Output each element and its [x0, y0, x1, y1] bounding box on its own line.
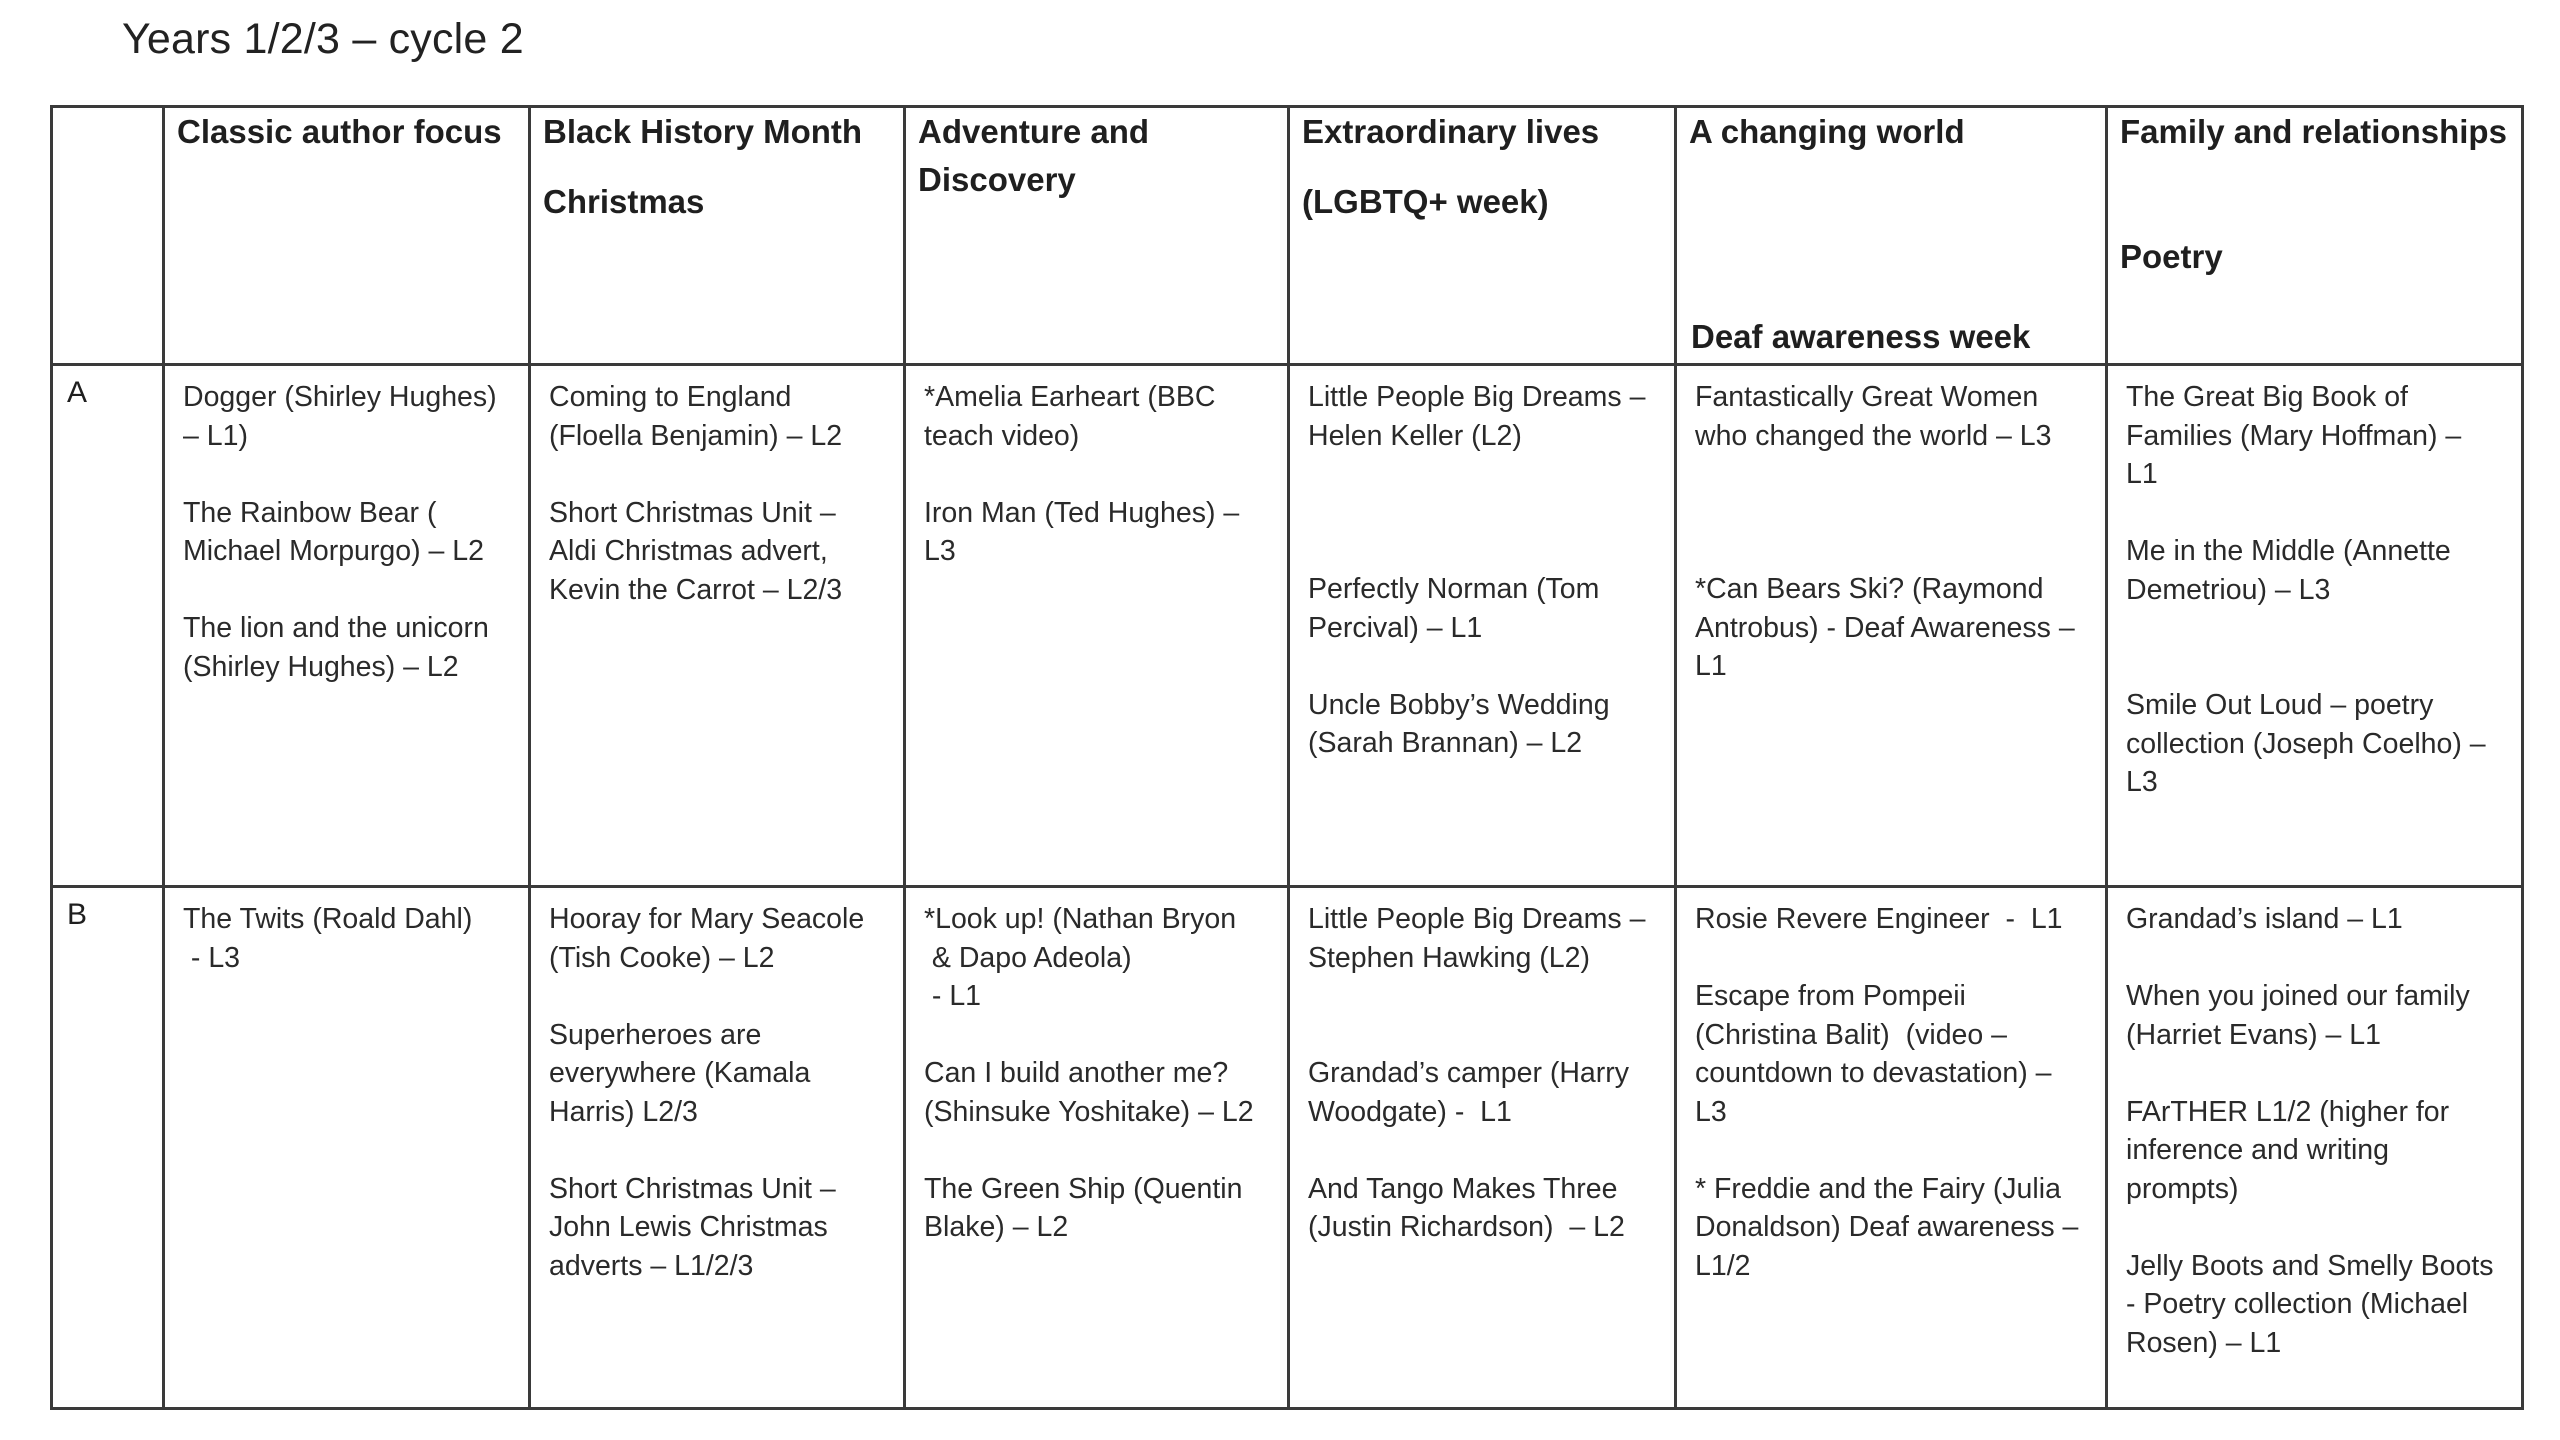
book-entry: Rosie Revere Engineer - L1: [1695, 903, 2063, 935]
book-entry: Little People Big Dreams – Helen Keller (L2): [1308, 381, 1646, 452]
book-entry: The Great Big Book of Families (Mary Hoffman) – L1: [2126, 381, 2462, 490]
header-cell-changing-world: [1676, 107, 2107, 365]
header-row: [52, 107, 2523, 365]
book-entry: Little People Big Dreams – Stephen Hawking (L2): [1308, 903, 1646, 974]
page-title: Years 1/2/3 – cycle 2: [122, 15, 524, 63]
table-cell: [530, 365, 905, 887]
table-cell: [905, 887, 1289, 1409]
header-text: (LGBTQ+ week): [1302, 183, 1549, 220]
table-cell: [1289, 365, 1676, 887]
table-cell: [1676, 887, 2107, 1409]
book-entry: *Look up! (Nathan Bryon & Dapo Adeola) - L1: [924, 903, 1237, 1012]
book-entry: Uncle Bobby’s Wedding (Sarah Brannan) – L2: [1308, 688, 1610, 759]
table-row: [52, 887, 2523, 1409]
book-entry: Fantastically Great Women who changed the world – L3: [1695, 381, 2052, 452]
header-cell-family: [2107, 107, 2523, 365]
book-entry: The lion and the unicorn (Shirley Hughes) – L2: [183, 612, 489, 683]
book-entry: Superheroes are everywhere (Kamala Harris) L2/3: [549, 1018, 811, 1128]
table-cell: [905, 365, 1289, 887]
header-text: A changing world: [1689, 113, 1965, 150]
row-label-cell: [52, 365, 164, 887]
header-text: Deaf awareness week: [1691, 318, 2031, 355]
header-text: Extraordinary lives: [1302, 113, 1600, 150]
book-entry: The Twits (Roald Dahl) - L3: [183, 903, 473, 974]
book-entry: Coming to England (Floella Benjamin) – L2: [549, 381, 843, 452]
header-text: Poetry: [2120, 238, 2223, 275]
book-entry: Short Christmas Unit – John Lewis Christmas adverts – L1/2/3: [549, 1172, 836, 1282]
book-entry: * Freddie and the Fairy (Julia Donaldson) Deaf awareness – L1/2: [1695, 1172, 2079, 1282]
header-text: Adventure and: [918, 113, 1150, 150]
header-corner-cell: [52, 107, 164, 365]
book-entry: Hooray for Mary Seacole (Tish Cooke) – L2: [549, 903, 865, 974]
book-entry: When you joined our family (Harriet Evans) – L1: [2126, 980, 2470, 1051]
curriculum-table: [50, 105, 2524, 1410]
header-text: Christmas: [543, 183, 705, 220]
book-entry: *Amelia Earheart (BBC teach video): [924, 381, 1216, 452]
header-text: Classic author focus: [177, 113, 502, 150]
book-entry: FArTHER L1/2 (higher for inference and writing prompts): [2126, 1095, 2450, 1205]
book-entry: Can I build another me? (Shinsuke Yoshitake) – L2: [924, 1057, 1254, 1128]
book-entry: Iron Man (Ted Hughes) – L3: [924, 496, 1240, 567]
table-cell: [2107, 365, 2523, 887]
table-row: [52, 365, 2523, 887]
book-entry: Smile Out Loud – poetry collection (Joseph Coelho) – L3: [2126, 689, 2486, 798]
table-cell: [2107, 887, 2523, 1409]
book-entry: Grandad’s island – L1: [2126, 903, 2403, 935]
header-text: Family and relationships: [2120, 113, 2507, 150]
header-cell-adventure: [905, 107, 1289, 365]
table-cell: [164, 365, 530, 887]
table-cell: [164, 887, 530, 1409]
book-entry: Me in the Middle (Annette Demetriou) – L3: [2126, 535, 2451, 606]
header-cell-classic-author: [164, 107, 530, 365]
row-label: B: [67, 898, 88, 931]
book-entry: Short Christmas Unit – Aldi Christmas advert, Kevin the Carrot – L2/3: [549, 496, 843, 606]
book-entry: The Green Ship (Quentin Blake) – L2: [924, 1172, 1243, 1243]
book-entry: *Can Bears Ski? (Raymond Antrobus) - Deaf Awareness – L1: [1695, 573, 2075, 682]
book-entry: Perfectly Norman (Tom Percival) – L1: [1308, 573, 1600, 644]
header-cell-extraordinary-lives: [1289, 107, 1676, 365]
book-entry: Escape from Pompeii (Christina Balit) (video – countdown to devastation) – L3: [1695, 980, 2052, 1128]
table-cell: [1289, 887, 1676, 1409]
row-label-cell: [52, 887, 164, 1409]
book-entry: Jelly Boots and Smelly Boots - Poetry collection (Michael Rosen) – L1: [2126, 1249, 2494, 1359]
table-cell: [1676, 365, 2107, 887]
row-label: A: [67, 376, 88, 409]
header-text: Black History Month: [543, 113, 863, 150]
book-entry: Dogger (Shirley Hughes) – L1): [183, 381, 497, 452]
header-cell-black-history: [530, 107, 905, 365]
header-text: Discovery: [918, 161, 1076, 198]
book-entry: Grandad’s camper (Harry Woodgate) - L1: [1308, 1057, 1630, 1128]
book-entry: And Tango Makes Three (Justin Richardson) – L2: [1308, 1172, 1625, 1243]
table-cell: [530, 887, 905, 1409]
book-entry: The Rainbow Bear ( Michael Morpurgo) – L2: [183, 496, 484, 567]
